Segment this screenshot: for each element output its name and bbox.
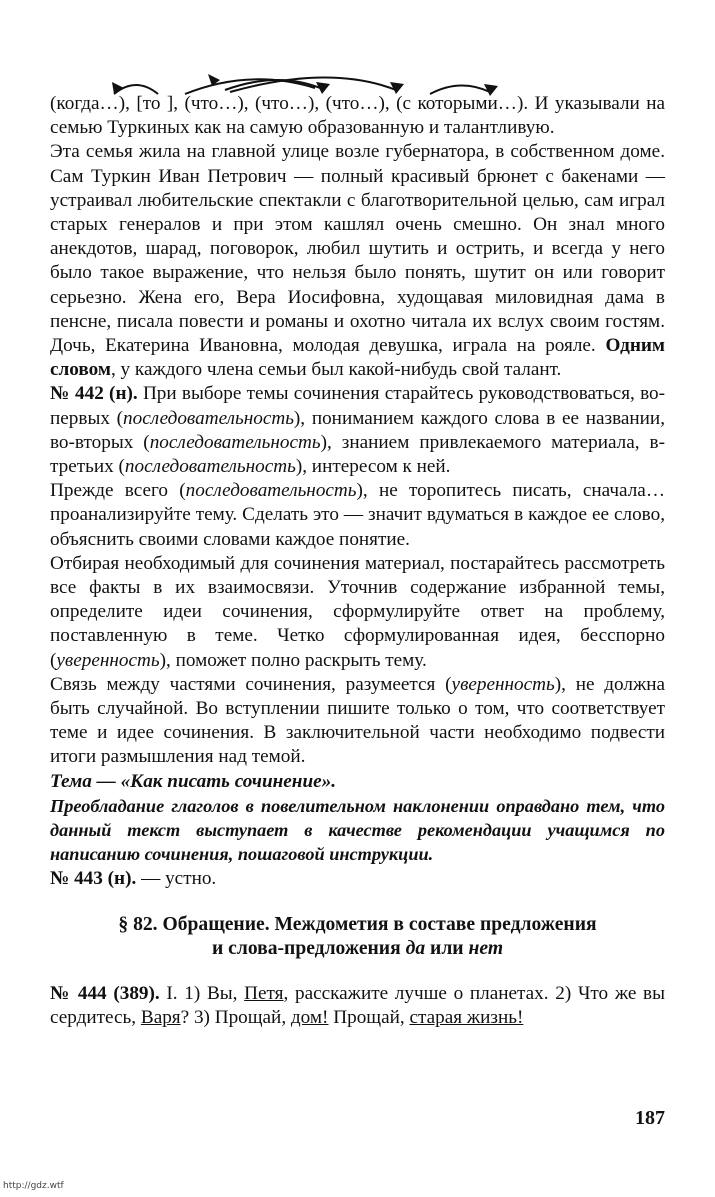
conclusion-paragraph: Преобладание глаголов в повелительном наклонении оправдано тем, что данный текст выступает в качестве рекомендации учащимся по написанию сочинения, пошаговой инструкции. [50, 795, 665, 865]
footer-url: http://gdz.wtf [3, 1181, 64, 1191]
theme-line: Тема — «Как писать сочинение». [50, 770, 337, 792]
exercise-number: № 442 (н). [50, 383, 138, 405]
paragraph-selecting-material: Отбирая необходимый для сочинения материал, постарайтесь рассмотреть все факты в их взаимосвязи. Уточнив содержание избранной темы, определите идеи сочинения, сформулируйте ответ на проблему, поставленную в теме. Четко сформулированная идея, бесспорно (уверенность), поможет полно раскрыть тему. [50, 552, 665, 671]
exercise-443: № 443 (н). — устно. [50, 867, 217, 889]
main-text [50, 92, 665, 1030]
exercise-442: № 442 (н). При выборе темы сочинения старайтесь руководствоваться, во-первых (последовательность), пониманием каждого слова в ее названии, во-вторых (последовательность), знанием привлекаемого материала, в-третьих (последовательность), интересом к ней. [50, 383, 665, 478]
exercise-444: № 444 (389). I. 1) Вы, Петя, расскажите лучше о планетах. 2) Что же вы сердитесь, Варя? 3) Прощай, дом! Прощай, старая жизнь! [50, 982, 665, 1028]
bold-phrase: Одним словом [50, 335, 665, 381]
exercise-number: № 444 (389). [50, 982, 160, 1004]
paragraph-first-of-all: Прежде всего (последовательность), не торопитесь писать, сначала… проанализируйте тему. Сделать это — значит вдуматься в каждое ее слово, объяснить своими словами каждое понятие. [50, 480, 666, 550]
paragraph-turkin-family: Эта семья жила на главной улице возле губернатора, в собственном доме. Сам Туркин Иван Петрович — полный красивый брюнет с бакенами — устраивал любительские спектакли с благотворительной целью, сам играл старых генералов и при этом кашлял очень смешно. Он знал много анекдотов, шарад, поговорок, любил шутить и острить, и всегда у него было такое выражение, что нельзя было понять, шутит он или говорит серьезно. Жена его, Вера Иосифовна, худощавая миловидная дама в пенсне, писала повести и романы и охотно читала их вслух своим гостям. Дочь, Екатерина Ивановна, молодая девушка, играла на рояле. Одним словом, у каждого члена семьи был какой-нибудь свой талант. [50, 141, 665, 381]
page-number: 187 [635, 1107, 665, 1129]
scheme-paragraph: (когда…), [то ], (что…), (что…), (что…), (с которыми…). И указывали на семью Туркиных как на самую образованную и талантливую. [50, 93, 665, 139]
section-heading: § 82. Обращение. Междометия в составе предложения и слова-предложения да или нет [118, 913, 597, 960]
paragraph-connection: Связь между частями сочинения, разумеется (уверенность), не должна быть случайной. Во вступлении пишите только о том, что соответствует теме и идее сочинения. В заключительной части необходимо подвести итоги размышления над темой. [50, 673, 665, 768]
exercise-number: № 443 (н). [50, 867, 137, 889]
